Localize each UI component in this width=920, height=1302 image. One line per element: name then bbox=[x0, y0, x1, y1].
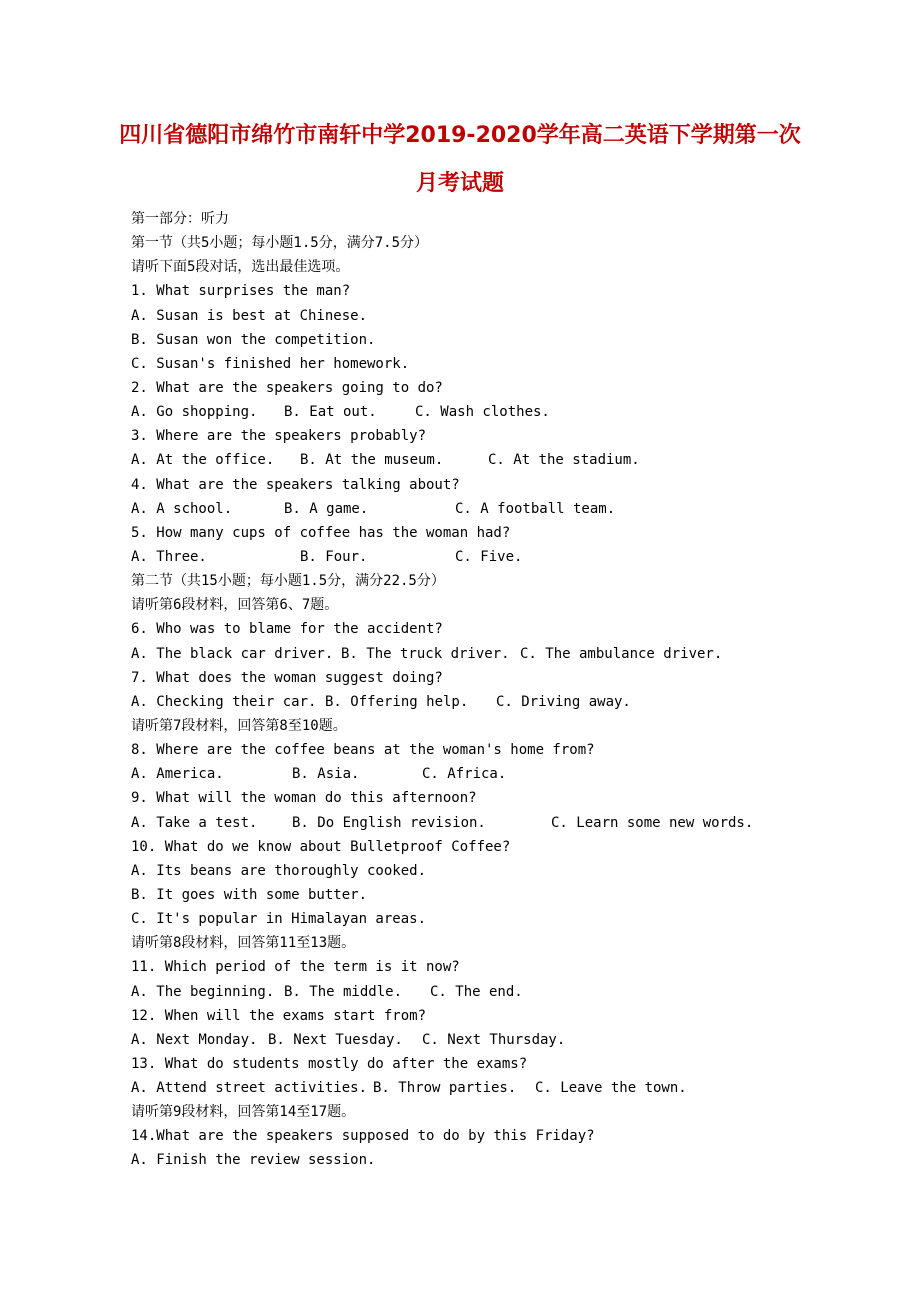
question-1-option-b: B. Susan won the competition. bbox=[131, 331, 376, 348]
option-b: B. Offering help. bbox=[325, 693, 469, 710]
question-9: 9. What will the woman do this afternoon? bbox=[131, 790, 477, 807]
question-6: 6. Who was to blame for the accident? bbox=[131, 621, 443, 638]
question-7: 7. What does the woman suggest doing? bbox=[131, 669, 443, 686]
question-12-options bbox=[131, 1028, 831, 1052]
question-10: 10. What do we know about Bulletproof Coffee? bbox=[131, 838, 511, 855]
option-c: C. Wash clothes. bbox=[415, 404, 550, 421]
section-instruction: 请听第7段材料，回答第8至10题。 bbox=[131, 717, 347, 734]
option-b: B. Eat out. bbox=[284, 404, 377, 421]
question-11-options bbox=[131, 980, 831, 1004]
section-instruction: 请听第9段材料，回答第14至17题。 bbox=[131, 1104, 356, 1121]
exam-body bbox=[131, 207, 831, 1173]
question-7-options bbox=[131, 690, 831, 714]
option-b: B. The middle. bbox=[284, 983, 403, 1000]
question-6-options bbox=[131, 642, 831, 666]
option-b: B. Do English revision. bbox=[292, 814, 486, 831]
question-1: 1. What surprises the man? bbox=[131, 283, 351, 300]
option-a: A. A school. bbox=[131, 500, 233, 517]
question-5-options bbox=[131, 545, 831, 569]
option-c: C. Next Thursday. bbox=[422, 1031, 566, 1048]
question-13-options bbox=[131, 1076, 831, 1100]
option-a: A. America. bbox=[131, 766, 224, 783]
option-c: C. Learn some new words. bbox=[551, 814, 754, 831]
option-a: A. Next Monday. bbox=[131, 1031, 258, 1048]
question-14: 14.What are the speakers supposed to do by this Friday? bbox=[131, 1128, 595, 1145]
option-b: B. Next Tuesday. bbox=[268, 1031, 403, 1048]
option-a: A. Go shopping. bbox=[131, 404, 258, 421]
option-a: A. At the office. bbox=[131, 452, 275, 469]
question-12: 12. When will the exams start from? bbox=[131, 1007, 427, 1024]
question-4-options bbox=[131, 497, 831, 521]
option-a: A. Take a test. bbox=[131, 814, 258, 831]
option-a: A. The beginning. bbox=[131, 983, 275, 1000]
option-a: A. Three. bbox=[131, 548, 207, 565]
option-a: A. Attend street activities. bbox=[131, 1080, 368, 1097]
question-5: 5. How many cups of coffee has the woman had? bbox=[131, 524, 511, 541]
option-c: C. Five. bbox=[455, 548, 523, 565]
section-instruction: 请听第8段材料，回答第11至13题。 bbox=[131, 935, 356, 952]
option-a: A. Checking their car. bbox=[131, 693, 317, 710]
option-a: A. The black car driver. bbox=[131, 645, 334, 662]
question-1-option-a: A. Susan is best at Chinese. bbox=[131, 307, 368, 324]
section-instruction: 请听下面5段对话，选出最佳选项。 bbox=[131, 259, 350, 276]
option-b: B. At the museum. bbox=[300, 452, 444, 469]
question-2-options bbox=[131, 400, 831, 424]
section-heading: 第二节（共15小题；每小题1.5分，满分22.5分） bbox=[131, 573, 445, 590]
question-9-options bbox=[131, 811, 831, 835]
option-c: C. Driving away. bbox=[496, 693, 631, 710]
question-1-option-c: C. Susan's finished her homework. bbox=[131, 355, 410, 372]
option-c: C. A football team. bbox=[455, 500, 616, 517]
question-8: 8. Where are the coffee beans at the woman's home from? bbox=[131, 742, 595, 759]
question-13: 13. What do students mostly do after the exams? bbox=[131, 1055, 528, 1072]
option-c: C. At the stadium. bbox=[488, 452, 640, 469]
question-14-option-a: A. Finish the review session. bbox=[131, 1152, 376, 1169]
option-b: B. A game. bbox=[284, 500, 369, 517]
question-8-options bbox=[131, 762, 831, 786]
question-2: 2. What are the speakers going to do? bbox=[131, 379, 443, 396]
document-title-line-2: 月考试题 bbox=[415, 171, 504, 196]
question-3: 3. Where are the speakers probably? bbox=[131, 428, 427, 445]
option-b: B. The truck driver. bbox=[341, 645, 510, 662]
option-c: C. The end. bbox=[430, 983, 523, 1000]
section-heading: 第一部分：听力 bbox=[131, 211, 229, 227]
question-10-option-c: C. It's popular in Himalayan areas. bbox=[131, 911, 427, 928]
section-instruction: 请听第6段材料，回答第6、7题。 bbox=[131, 597, 339, 614]
question-10-option-b: B. It goes with some butter. bbox=[131, 886, 368, 903]
question-10-option-a: A. Its beans are thoroughly cooked. bbox=[131, 862, 427, 879]
section-instruction: 第一节（共5小题；每小题1.5分，满分7.5分） bbox=[131, 235, 428, 252]
question-11: 11. Which period of the term is it now? bbox=[131, 959, 460, 976]
option-b: B. Throw parties. bbox=[373, 1080, 517, 1097]
question-4: 4. What are the speakers talking about? bbox=[131, 476, 460, 493]
option-c: C. The ambulance driver. bbox=[520, 645, 723, 662]
option-b: B. Asia. bbox=[292, 766, 360, 783]
question-3-options bbox=[131, 448, 831, 472]
option-c: C. Leave the town. bbox=[535, 1080, 687, 1097]
option-b: B. Four. bbox=[300, 548, 368, 565]
option-c: C. Africa. bbox=[422, 766, 507, 783]
document-title-line-1: 四川省德阳市绵竹市南轩中学2019-2020学年高二英语下学期第一次 bbox=[119, 123, 801, 148]
